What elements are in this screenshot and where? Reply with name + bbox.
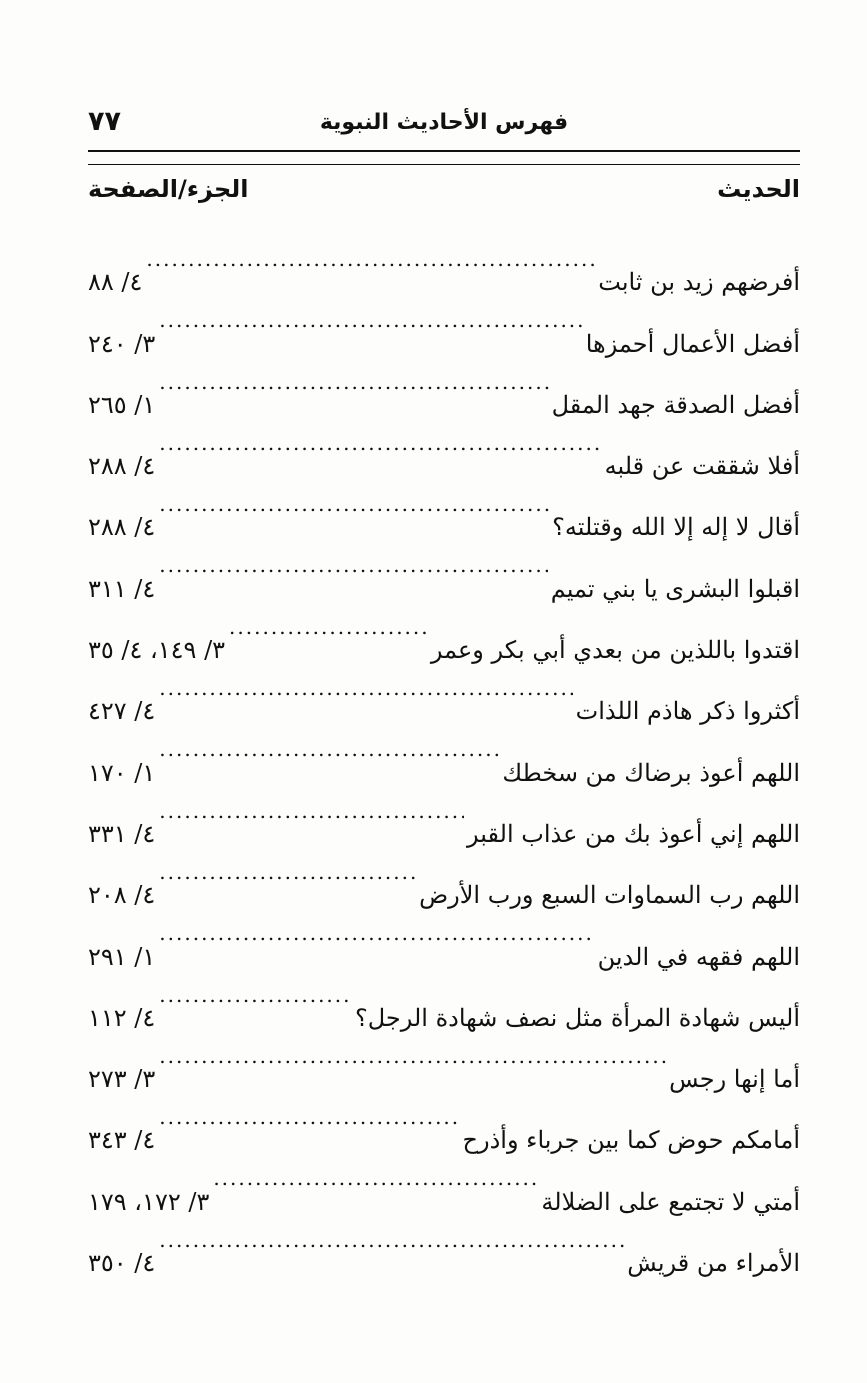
- column-headers: [88, 165, 800, 223]
- volume-page-reference: ٤/ ٢٨٨: [88, 452, 156, 481]
- dot-leader: [142, 229, 598, 290]
- volume-page-reference: ٤/ ٢٨٨: [88, 513, 156, 542]
- hadith-text: أكثروا ذكر هاذم اللذات: [575, 697, 800, 726]
- hadith-text: أفلا شققت عن قلبه: [604, 452, 800, 481]
- dot-leader: [155, 719, 502, 780]
- page-number: ٧٧: [88, 106, 121, 137]
- dot-leader: [155, 474, 552, 535]
- dot-leader: [155, 1026, 669, 1087]
- dot-leader: [155, 1210, 627, 1271]
- volume-page-reference: ١/ ٢٩١: [88, 942, 156, 971]
- volume-page-reference: ٤/ ٣٥٠: [88, 1249, 156, 1278]
- hadith-text: أما إنها رجس: [669, 1065, 800, 1094]
- index-page: [88, 100, 800, 1278]
- dot-leader: [209, 1148, 541, 1209]
- hadith-text: اقبلوا البشرى يا بني تميم: [550, 574, 800, 603]
- dot-leader: [225, 597, 431, 658]
- dot-leader: [155, 352, 551, 413]
- hadith-index-list: [88, 229, 800, 1278]
- hadith-text: أفرضهم زيد بن ثابت: [598, 268, 800, 297]
- hadith-text: أقال لا إله إلا الله وقتلته؟: [552, 513, 800, 542]
- dot-leader: [155, 535, 550, 596]
- volume-page-reference: ٣/ ١٧٢، ١٧٩: [88, 1187, 210, 1216]
- hadith-text: الأمراء من قريش: [627, 1249, 800, 1278]
- index-entry: [88, 229, 800, 297]
- hadith-text: اللهم فقهه في الدين: [597, 942, 800, 971]
- running-head: [88, 100, 800, 150]
- volume-page-reference: ٤/ ٣٣١: [88, 819, 156, 848]
- dot-leader: [155, 781, 467, 842]
- dot-leader: [155, 965, 355, 1026]
- dot-leader: [155, 1087, 462, 1148]
- dot-leader: [155, 658, 575, 719]
- dot-leader: [155, 290, 585, 351]
- header-rule-thick: [88, 150, 800, 152]
- volume-page-reference: ٣/ ١٤٩، ٤/ ٣٥: [88, 636, 226, 665]
- dot-leader: [155, 903, 597, 964]
- hadith-text: أمامكم حوض كما بين جرباء وأذرح: [462, 1126, 800, 1155]
- volume-page-reference: ٣/ ٢٤٠: [88, 329, 156, 358]
- dot-leader: [155, 842, 419, 903]
- hadith-text: اقتدوا باللذين من بعدي أبي بكر وعمر: [430, 636, 800, 665]
- hadith-text: اللهم رب السماوات السبع ورب الأرض: [419, 881, 800, 910]
- hadith-text: أمتي لا تجتمع على الضلالة: [541, 1187, 800, 1216]
- dot-leader: [155, 413, 604, 474]
- column-header-hadith: الحديث: [717, 175, 800, 203]
- volume-page-reference: ٤/ ٨٨: [88, 268, 143, 297]
- running-title: فهرس الأحاديث النبوية: [319, 110, 569, 135]
- hadith-text: أفضل الصدقة جهد المقل: [551, 390, 800, 419]
- volume-page-reference: ١/ ١٧٠: [88, 758, 156, 787]
- column-header-volume-page: الجزء/الصفحة: [88, 175, 249, 203]
- volume-page-reference: ٤/ ٣٤٣: [88, 1126, 156, 1155]
- hadith-text: أفضل الأعمال أحمزها: [585, 329, 800, 358]
- volume-page-reference: ١/ ٢٦٥: [88, 390, 156, 419]
- volume-page-reference: ٤/ ٣١١: [88, 574, 156, 603]
- volume-page-reference: ٤/ ٢٠٨: [88, 881, 156, 910]
- hadith-text: اللهم إني أعوذ بك من عذاب القبر: [467, 819, 800, 848]
- hadith-text: أليس شهادة المرأة مثل نصف شهادة الرجل؟: [354, 1003, 800, 1032]
- volume-page-reference: ٤/ ١١٢: [88, 1003, 156, 1032]
- volume-page-reference: ٤/ ٤٢٧: [88, 697, 156, 726]
- volume-page-reference: ٣/ ٢٧٣: [88, 1065, 156, 1094]
- hadith-text: اللهم أعوذ برضاك من سخطك: [502, 758, 800, 787]
